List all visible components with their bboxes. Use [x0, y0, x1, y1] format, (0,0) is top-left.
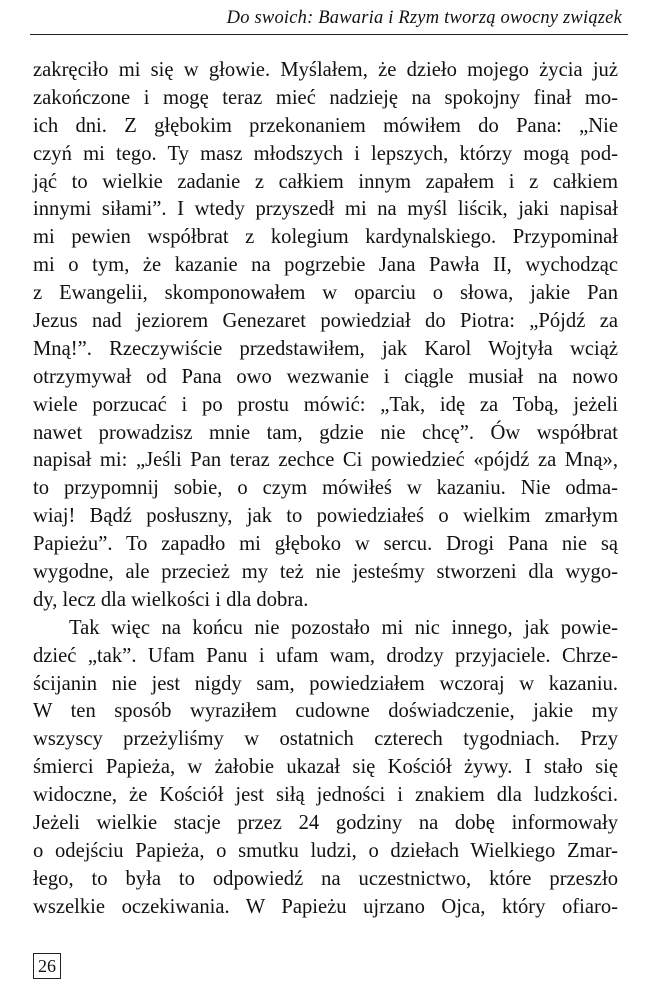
- text-line: Mną!”. Rzeczywiście przedstawiłem, jak Karol Wojtyła wciąż: [33, 337, 618, 360]
- text-line: Papieżu”. To zapadło mi głęboko w sercu. Drogi Pana nie są: [33, 533, 618, 556]
- text-line: nawet prowadzisz mnie tam, gdzie nie chcę”. Ów współbrat: [33, 421, 618, 444]
- running-header: [30, 4, 628, 35]
- text-line: czyń mi tego. Ty masz młodszych i lepszych, którzy mogą pod-: [33, 142, 618, 165]
- text-line: łego, to była to odpowiedź na uczestnictwo, które przeszło: [33, 867, 618, 890]
- text-line: mi o tym, że kazanie na pogrzebie Jana Pawła II, wychodząc: [33, 254, 618, 277]
- text-line: zakręciło mi się w głowie. Myślałem, że dzieło mojego życia już: [33, 59, 618, 81]
- text-line: dzieć „tak”. Ufam Panu i ufam wam, drodzy przyjaciele. Chrze-: [33, 644, 618, 667]
- text-line: innymi siłami”. I wtedy przyszedł mi na myśl liścik, jaki napisał: [33, 198, 618, 221]
- text-line: wiaj! Bądź posłuszny, jak to powiedziałeś o wielkim zmarłym: [33, 505, 618, 528]
- body-text: [33, 57, 618, 922]
- text-line: wszyscy przeżyliśmy w ostatnich czterech tygodniach. Przy: [33, 728, 618, 751]
- page-number: 26: [33, 953, 61, 979]
- text-line: widoczne, że Kościół jest siłą jedności i znakiem dla ludzkości.: [33, 784, 618, 807]
- text-line: zakończone i mogę teraz mieć nadzieję na spokojny finał mo-: [33, 86, 618, 109]
- text-line: śmierci Papieża, w żałobie ukazał się Kościół żywy. I stało się: [33, 756, 618, 779]
- text-line: ścijanin nie jest nigdy sam, powiedziałem wczoraj w kazaniu.: [33, 672, 618, 695]
- text-line: z Ewangelii, skomponowałem w oparciu o słowa, jakie Pan: [33, 282, 618, 305]
- text-line: Tak więc na końcu nie pozostało mi nic innego, jak powie-: [69, 616, 618, 639]
- text-line: to przypomnij sobie, o czym mówiłeś w kazaniu. Nie odma-: [33, 477, 618, 500]
- text-line: wygodne, ale przecież my też nie jesteśmy stworzeni dla wygo-: [33, 561, 618, 584]
- text-line: W ten sposób wyraziłem cudowne doświadczenie, jakie my: [33, 700, 618, 723]
- text-line: ich dni. Z głębokim przekonaniem mówiłem do Pana: „Nie: [33, 114, 618, 137]
- text-line: otrzymywał od Pana owo wezwanie i ciągle musiał na nowo: [33, 365, 618, 388]
- text-line: o odejściu Papieża, o smutku ludzi, o dziełach Wielkiego Zmar-: [33, 839, 618, 862]
- text-line: wszelkie oczekiwania. W Papieżu ujrzano Ojca, który ofiaro-: [33, 895, 618, 918]
- paragraph-1: [33, 57, 618, 615]
- paragraph-2: [33, 615, 618, 922]
- text-line: napisał mi: „Jeśli Pan teraz zechce Ci powiedzieć «pójdź za Mną»,: [33, 449, 618, 472]
- text-line: Jezus nad jeziorem Genezaret powiedział do Piotra: „Pójdź za: [33, 310, 618, 333]
- text-line: mi pewien współbrat z kolegium kardynalskiego. Przypominał: [33, 226, 618, 249]
- text-line: Jeżeli wielkie stacje przez 24 godziny na dobę informowały: [33, 812, 618, 835]
- text-line: dy, lecz dla wielkości i dla dobra.: [33, 588, 309, 611]
- running-header-title: Do swoich: Bawaria i Rzym tworzą owocny związek: [226, 8, 622, 28]
- text-line: wiele porzucać i po prostu mówić: „Tak, idę za Tobą, jeżeli: [33, 393, 618, 416]
- text-line: jąć to wielkie zadanie z całkiem innym zapałem i z całkiem: [33, 170, 618, 193]
